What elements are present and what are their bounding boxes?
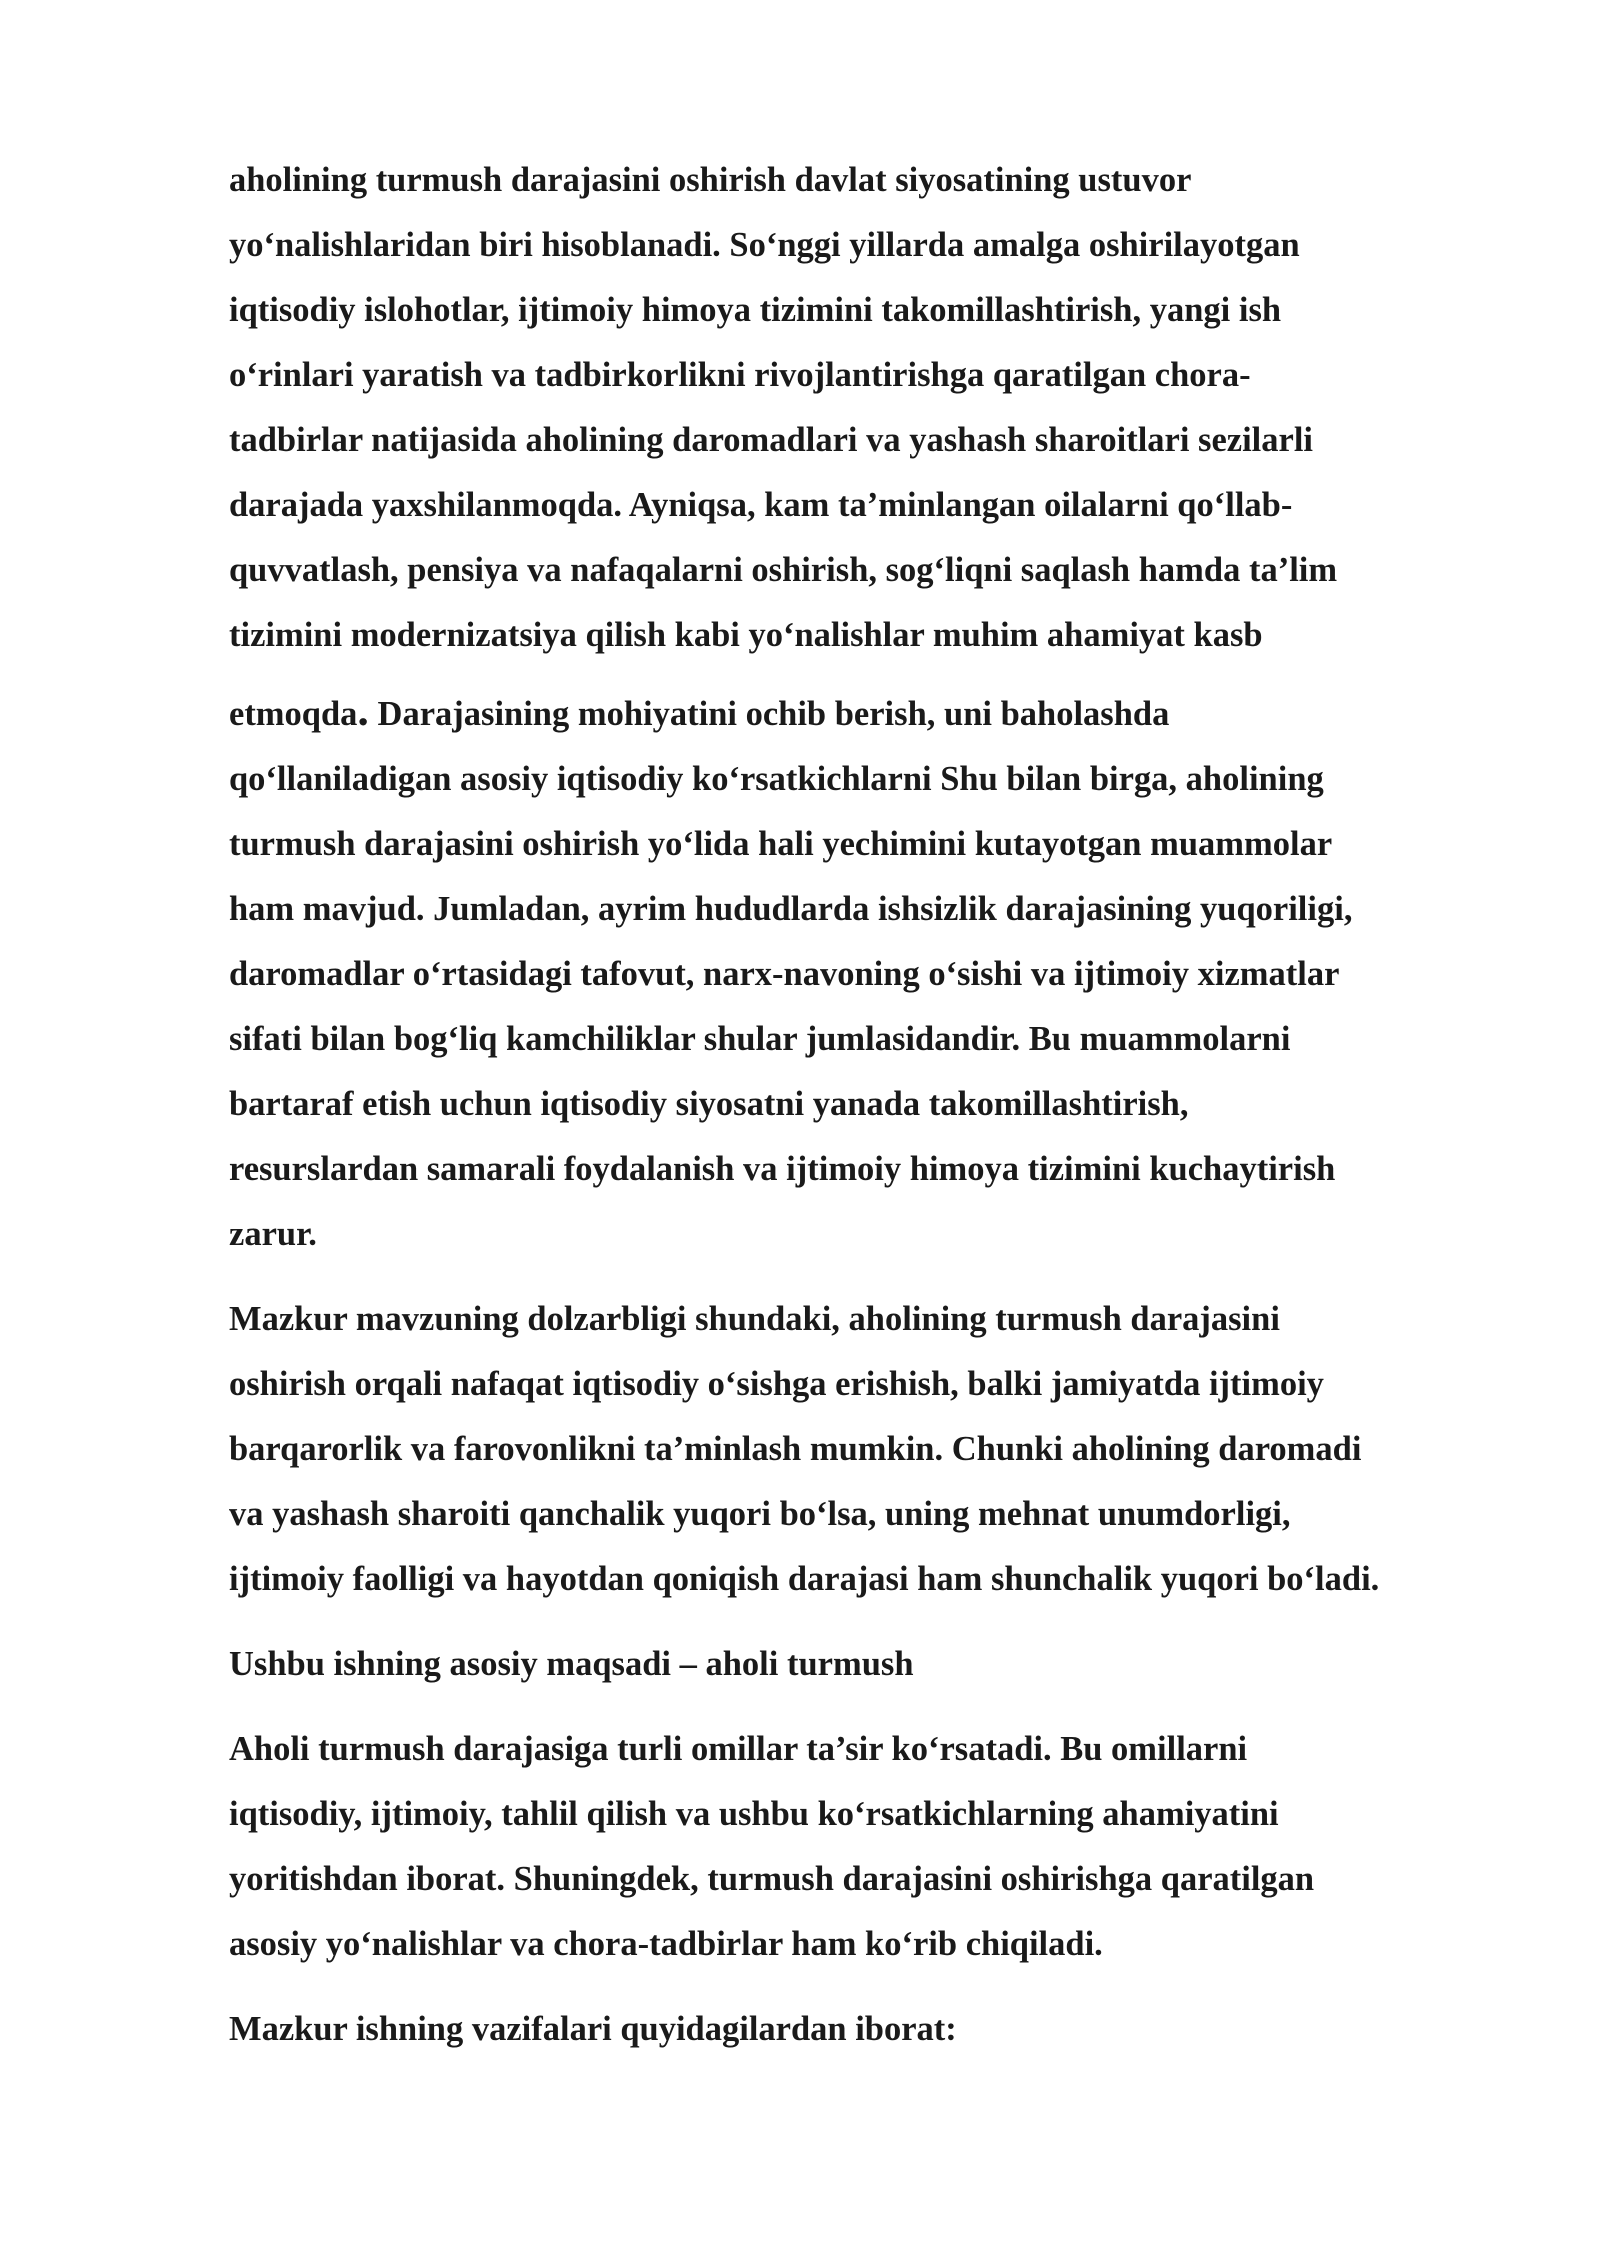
- text-line: Aholi turmush darajasiga turli omillar ta’sir ko‘rsatadi. Bu omillarni: [229, 1730, 1248, 1768]
- text-line: o‘rinlari yaratish va tadbirkorlikni rivojlantirishga qaratilgan chora-: [229, 356, 1251, 394]
- paragraph-3: [229, 1287, 1529, 1612]
- text-line: turmush darajasini oshirish yo‘lida hali yechimini kutayotgan muammolar: [229, 825, 1333, 863]
- text-line: resurslardan samarali foydalanish va ijtimoiy himoya tizimini kuchaytirish: [229, 1150, 1336, 1188]
- text-line: [229, 682, 1529, 747]
- text-line: tadbirlar natijasida aholining daromadlari va yashash sharoitlari sezilarli: [229, 421, 1314, 459]
- text-line: quvvatlash, pensiya va nafaqalarni oshirish, sog‘liqni saqlash hamda ta’lim: [229, 551, 1338, 589]
- text-line: Mazkur mavzuning dolzarbligi shundaki, aholining turmush darajasini: [229, 1300, 1280, 1338]
- text-line: oshirish orqali nafaqat iqtisodiy o‘sishga erishish, balki jamiyatda ijtimoiy: [229, 1365, 1324, 1403]
- paragraph-6: [229, 1997, 1529, 2062]
- paragraph-5: [229, 1717, 1529, 1977]
- text-line: sifati bilan bog‘liq kamchiliklar shular jumlasidandir. Bu muammolarni: [229, 1020, 1291, 1058]
- text-line: qo‘llaniladigan asosiy iqtisodiy ko‘rsatkichlarni Shu bilan birga, aholining: [229, 760, 1324, 798]
- text-line: darajada yaxshilanmoqda. Ayniqsa, kam ta’minlangan oilalarni qo‘llab-: [229, 486, 1293, 524]
- paragraph-2: [229, 682, 1529, 1267]
- text-line: barqarorlik va farovonlikni ta’minlash mumkin. Chunki aholining daromadi: [229, 1430, 1362, 1468]
- text-line: zarur.: [229, 1215, 317, 1253]
- text-line: va yashash sharoiti qanchalik yuqori bo‘lsa, uning mehnat unumdorligi,: [229, 1495, 1291, 1533]
- text-line: iqtisodiy, ijtimoiy, tahlil qilish va ushbu ko‘rsatkichlarning ahamiyatini: [229, 1795, 1279, 1833]
- text-line: ham mavjud. Jumladan, ayrim hududlarda ishsizlik darajasining yuqoriligi,: [229, 890, 1353, 928]
- text-line: yoritishdan iborat. Shuningdek, turmush darajasini oshirishga qaratilgan: [229, 1860, 1315, 1898]
- text-line: tizimini modernizatsiya qilish kabi yo‘nalishlar muhim ahamiyat kasb: [229, 616, 1263, 654]
- paragraph-1: [229, 148, 1529, 668]
- text-line: aholining turmush darajasini oshirish davlat siyosatining ustuvor: [229, 161, 1192, 199]
- text-line: Ushbu ishning asosiy maqsadi – aholi turmush: [229, 1645, 914, 1683]
- text-run: Darajasining mohiyatini ochib berish, uni baholashda: [368, 695, 1170, 733]
- document-body: [229, 148, 1529, 2062]
- text-line: yo‘nalishlaridan biri hisoblanadi. So‘nggi yillarda amalga oshirilayotgan: [229, 226, 1300, 264]
- text-line: ijtimoiy faolligi va hayotdan qoniqish darajasi ham shunchalik yuqori bo‘ladi.: [229, 1560, 1380, 1598]
- text-line: iqtisodiy islohotlar, ijtimoiy himoya tizimini takomillashtirish, yangi ish: [229, 291, 1282, 329]
- text-run: .: [357, 684, 369, 735]
- text-line: bartaraf etish uchun iqtisodiy siyosatni yanada takomillashtirish,: [229, 1085, 1189, 1123]
- text-run: etmoqda: [229, 695, 358, 733]
- text-line: daromadlar o‘rtasidagi tafovut, narx-navoning o‘sishi va ijtimoiy xizmatlar: [229, 955, 1340, 993]
- text-line: Mazkur ishning vazifalari quyidagilardan iborat:: [229, 2010, 957, 2048]
- text-line: asosiy yo‘nalishlar va chora-tadbirlar ham ko‘rib chiqiladi.: [229, 1925, 1103, 1963]
- paragraph-4: [229, 1632, 1529, 1697]
